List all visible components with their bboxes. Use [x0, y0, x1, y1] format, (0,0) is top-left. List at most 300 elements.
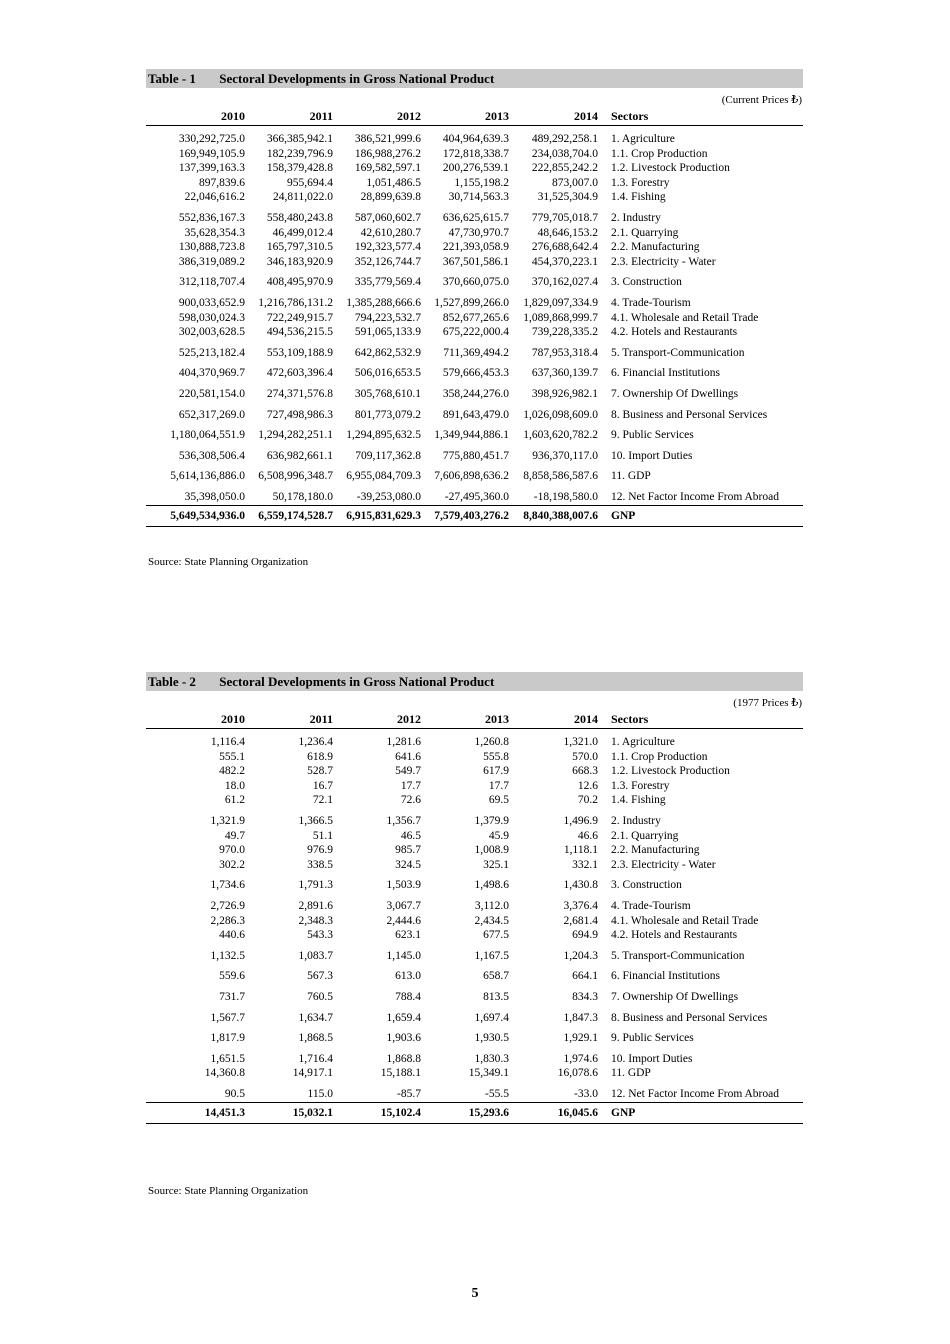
value-cell: 2,681.4: [563, 914, 598, 927]
value-cell: 324.5: [395, 858, 421, 871]
value-cell: 221,393,058.9: [442, 241, 509, 254]
sector-label: 12. Net Factor Income From Abroad: [611, 1087, 779, 1100]
value-cell: 3,067.7: [386, 899, 421, 912]
value-cell: 440.6: [219, 929, 245, 942]
sector-label: 1.1. Crop Production: [611, 750, 708, 763]
table-2-title-bar: [146, 672, 803, 691]
sector-label: 10. Import Duties: [611, 449, 693, 462]
row-group: [146, 808, 803, 872]
table-2-gnp-row: [146, 1102, 803, 1124]
row-group: [146, 290, 803, 340]
table-row: [146, 490, 803, 505]
value-cell: 1,503.9: [386, 879, 421, 892]
value-cell: 332.1: [572, 858, 598, 871]
table-2-title: Sectoral Developments in Gross National Product: [219, 674, 495, 689]
value-cell: 739,228,335.2: [531, 326, 598, 339]
header-year: 2012: [397, 712, 421, 726]
value-cell: 536,308,506.4: [178, 449, 245, 462]
table-row: [146, 899, 803, 914]
value-cell: 51.1: [312, 829, 333, 842]
value-cell: 8,858,586,587.6: [523, 470, 598, 483]
value-cell: 549.7: [395, 765, 421, 778]
value-cell: 69.5: [488, 794, 509, 807]
value-cell: 14,917.1: [292, 1067, 333, 1080]
row-group: [146, 872, 803, 893]
sector-label: 5. Transport-Communication: [611, 949, 745, 962]
value-cell: 24,811,022.0: [273, 191, 333, 204]
sector-label: 4.2. Hotels and Restaurants: [611, 326, 738, 339]
table-row: [146, 764, 803, 779]
sector-label: 2.1. Quarrying: [611, 829, 679, 842]
row-group: [146, 402, 803, 423]
value-cell: 1,167.5: [474, 949, 509, 962]
value-cell: 709,117,362.8: [355, 449, 421, 462]
value-cell: 1,829,097,334.9: [523, 296, 598, 309]
value-cell: 506,016,653.5: [354, 367, 421, 380]
value-cell: 90.5: [224, 1087, 245, 1100]
value-cell: -33.0: [574, 1087, 598, 1100]
value-cell: 641.6: [395, 750, 421, 763]
value-cell: 1,180,064,551.9: [170, 429, 245, 442]
value-cell: 852,677,265.6: [442, 311, 509, 324]
value-cell: 760.5: [307, 990, 333, 1003]
value-cell: 72.6: [400, 794, 421, 807]
value-cell: 370,162,027.4: [531, 276, 598, 289]
value-cell: 2,434.5: [474, 914, 509, 927]
value-cell: 312,118,707.4: [179, 276, 245, 289]
row-group: [146, 126, 803, 205]
row-group: [146, 1025, 803, 1046]
value-cell: 45.9: [488, 829, 509, 842]
value-cell: 794,223,532.7: [354, 311, 421, 324]
sector-label: 1.4. Fishing: [611, 794, 666, 807]
value-cell: 1,817.9: [210, 1032, 245, 1045]
value-cell: 386,521,999.6: [354, 133, 421, 145]
value-cell: 1,145.0: [386, 949, 421, 962]
value-cell: 35,628,354.3: [184, 226, 245, 239]
value-cell: 801,773,079.2: [354, 408, 421, 421]
value-cell: 16.7: [312, 779, 333, 792]
gnp-value: 8,840,388,007.6: [523, 510, 598, 523]
sector-label: 3. Construction: [611, 879, 682, 892]
value-cell: 591,065,133.9: [354, 326, 421, 339]
value-cell: 2,726.9: [210, 899, 245, 912]
value-cell: 613.0: [395, 970, 421, 983]
sector-label: 4.1. Wholesale and Retail Trade: [611, 914, 759, 927]
value-cell: 1,294,895,632.5: [346, 429, 421, 442]
sector-label: 10. Import Duties: [611, 1052, 693, 1065]
value-cell: 330,292,725.0: [178, 133, 245, 145]
gnp-value: 6,915,831,629.3: [346, 510, 421, 523]
row-group: [146, 205, 803, 269]
table-2-header: [146, 711, 803, 729]
table-row: [146, 1087, 803, 1102]
value-cell: 1,385,288,666.6: [346, 296, 421, 309]
value-cell: 46,499,012.4: [272, 226, 333, 239]
value-cell: 559.6: [219, 970, 245, 983]
table-2-body: [146, 729, 803, 1101]
value-cell: 1,026,098,609.0: [523, 408, 598, 421]
value-cell: 2,891.6: [298, 899, 333, 912]
value-cell: 1,116.4: [210, 736, 245, 748]
sector-label: 2.2. Manufacturing: [611, 844, 700, 857]
value-cell: 558,480,243.8: [266, 211, 333, 224]
value-cell: 617.9: [483, 765, 509, 778]
row-group: [146, 269, 803, 290]
table-row: [146, 161, 803, 176]
value-cell: 404,964,639.3: [442, 133, 509, 145]
value-cell: 1,716.4: [298, 1052, 333, 1065]
value-cell: 14,360.8: [204, 1067, 245, 1080]
value-cell: 366,385,942.1: [266, 133, 333, 145]
value-cell: 47,730,970.7: [448, 226, 509, 239]
value-cell: 1,349,944,886.1: [434, 429, 509, 442]
table-row: [146, 735, 803, 750]
sector-label: 2.1. Quarrying: [611, 226, 679, 239]
header-year: 2010: [221, 109, 245, 123]
table-1-gnp-row: [146, 505, 803, 527]
value-cell: 1,089,868,999.7: [523, 311, 598, 324]
value-cell: 186,988,276.2: [354, 147, 421, 160]
table-row: [146, 793, 803, 808]
value-cell: 1,008.9: [474, 844, 509, 857]
table-1-label: Table - 1: [148, 71, 196, 86]
sector-label: 3. Construction: [611, 276, 682, 289]
value-cell: 722,249,915.7: [266, 311, 333, 324]
table-row: [146, 428, 803, 443]
table-row: [146, 1052, 803, 1067]
value-cell: 2,286.3: [210, 914, 245, 927]
row-group: [146, 1005, 803, 1026]
row-group: [146, 360, 803, 381]
sector-label: 2.3. Electricity - Water: [611, 858, 716, 871]
value-cell: 158,379,428.8: [266, 162, 333, 175]
value-cell: 370,660,075.0: [442, 276, 509, 289]
table-row: [146, 296, 803, 311]
header-sectors: Sectors: [611, 109, 649, 123]
value-cell: 1,051,486.5: [366, 176, 421, 189]
table-2: [146, 672, 803, 1124]
value-cell: 1,634.7: [298, 1011, 333, 1024]
value-cell: 48,646,153.2: [537, 226, 598, 239]
value-cell: 636,982,661.1: [266, 449, 333, 462]
table-2-units: (1977 Prices ₺): [733, 697, 802, 709]
value-cell: 46.5: [400, 829, 421, 842]
gnp-value: 15,293.6: [468, 1107, 509, 1120]
row-group: [146, 729, 803, 808]
value-cell: 1,430.8: [563, 879, 598, 892]
value-cell: 1,236.4: [298, 736, 333, 748]
row-group: [146, 984, 803, 1005]
gnp-value: 15,032.1: [292, 1107, 333, 1120]
value-cell: 1,651.5: [210, 1052, 245, 1065]
header-year: 2011: [309, 109, 333, 123]
header-year: 2013: [485, 712, 509, 726]
table-row: [146, 190, 803, 205]
value-cell: 1,379.9: [474, 814, 509, 827]
value-cell: 1,974.6: [563, 1052, 598, 1065]
header-year: 2014: [574, 712, 598, 726]
header-year: 2014: [574, 109, 598, 123]
table-row: [146, 176, 803, 191]
table-row: [146, 211, 803, 226]
table-1-source: Source: State Planning Organization: [148, 556, 309, 568]
sector-label: 1.1. Crop Production: [611, 147, 708, 160]
sector-label: 2.3. Electricity - Water: [611, 255, 716, 268]
sector-label: 1. Agriculture: [611, 736, 675, 748]
sector-label: 1.2. Livestock Production: [611, 162, 730, 175]
sector-label: 9. Public Services: [611, 429, 694, 442]
value-cell: 1,216,786,131.2: [258, 296, 333, 309]
value-cell: -55.5: [485, 1087, 509, 1100]
table-row: [146, 408, 803, 423]
value-cell: 976.9: [307, 844, 333, 857]
value-cell: 652,317,269.0: [178, 408, 245, 421]
value-cell: 12.6: [577, 779, 598, 792]
row-group: [146, 340, 803, 361]
value-cell: 172,818,338.7: [442, 147, 509, 160]
table-1-title: Sectoral Developments in Gross National Product: [219, 71, 495, 86]
value-cell: 1,083.7: [298, 949, 333, 962]
value-cell: 677.5: [483, 929, 509, 942]
value-cell: 668.3: [572, 765, 598, 778]
sector-label: 8. Business and Personal Services: [611, 1011, 768, 1024]
sector-label: 6. Financial Institutions: [611, 970, 720, 983]
value-cell: 42,610,280.7: [360, 226, 421, 239]
value-cell: 276,688,642.4: [531, 241, 598, 254]
value-cell: 6,955,084,709.3: [346, 470, 421, 483]
value-cell: 711,369,494.2: [443, 346, 509, 359]
value-cell: 7,606,898,636.2: [434, 470, 509, 483]
value-cell: 22,046,616.2: [184, 191, 245, 204]
value-cell: 1,930.5: [474, 1032, 509, 1045]
value-cell: 18.0: [224, 779, 245, 792]
value-cell: 386,319,089.2: [178, 255, 245, 268]
table-row: [146, 1066, 803, 1081]
value-cell: -18,198,580.0: [533, 490, 598, 503]
value-cell: 137,399,163.3: [178, 162, 245, 175]
value-cell: 525,213,182.4: [178, 346, 245, 359]
value-cell: 834.3: [572, 990, 598, 1003]
value-cell: 1,847.3: [563, 1011, 598, 1024]
table-row: [146, 843, 803, 858]
value-cell: 494,536,215.5: [266, 326, 333, 339]
gnp-label: GNP: [611, 1107, 636, 1120]
gnp-value: 15,102.4: [380, 1107, 421, 1120]
value-cell: 1,498.6: [474, 879, 509, 892]
value-cell: 598,030,024.3: [178, 311, 245, 324]
table-row: [146, 449, 803, 464]
table-row: [146, 779, 803, 794]
row-group: [146, 381, 803, 402]
table-2-source: Source: State Planning Organization: [148, 1185, 309, 1197]
header-year: 2013: [485, 109, 509, 123]
value-cell: 1,321.0: [563, 736, 598, 748]
value-cell: 1,830.3: [474, 1052, 509, 1065]
value-cell: 15,349.1: [468, 1067, 509, 1080]
value-cell: 325.1: [483, 858, 509, 871]
value-cell: 169,582,597.1: [354, 162, 421, 175]
value-cell: 1,734.6: [210, 879, 245, 892]
table-1-units: (Current Prices ₺): [721, 94, 802, 106]
value-cell: 1,868.8: [386, 1052, 421, 1065]
value-cell: 897,839.6: [199, 176, 245, 189]
table-1: [146, 69, 803, 527]
value-cell: 367,501,586.1: [442, 255, 509, 268]
value-cell: 31,525,304.9: [537, 191, 598, 204]
value-cell: 694.9: [572, 929, 598, 942]
value-cell: 1,567.7: [210, 1011, 245, 1024]
sector-label: 1.3. Forestry: [611, 779, 670, 792]
value-cell: 30,714,563.3: [448, 191, 509, 204]
value-cell: 2,444.6: [386, 914, 421, 927]
gnp-label: GNP: [611, 510, 636, 523]
value-cell: 787,953,318.4: [531, 346, 598, 359]
value-cell: 1,603,620,782.2: [523, 429, 598, 442]
table-row: [146, 387, 803, 402]
table-row: [146, 990, 803, 1005]
table-row: [146, 255, 803, 270]
value-cell: 17.7: [400, 779, 421, 792]
value-cell: 338.5: [307, 858, 333, 871]
value-cell: 1,321.9: [210, 814, 245, 827]
sector-label: 12. Net Factor Income From Abroad: [611, 490, 779, 503]
value-cell: 642,862,532.9: [354, 346, 421, 359]
value-cell: 234,038,704.0: [531, 147, 598, 160]
value-cell: 472,603,396.4: [266, 367, 333, 380]
value-cell: 618.9: [307, 750, 333, 763]
value-cell: 891,643,479.0: [442, 408, 509, 421]
value-cell: 70.2: [577, 794, 598, 807]
value-cell: 587,060,602.7: [354, 211, 421, 224]
value-cell: 130,888,723.8: [178, 241, 245, 254]
value-cell: 985.7: [395, 844, 421, 857]
table-row: [146, 750, 803, 765]
value-cell: 813.5: [483, 990, 509, 1003]
sector-label: 4.2. Hotels and Restaurants: [611, 929, 738, 942]
row-group: [146, 463, 803, 484]
table-row: [146, 275, 803, 290]
value-cell: 1,527,899,266.0: [434, 296, 509, 309]
value-cell: 1,868.5: [298, 1032, 333, 1045]
sector-label: 1.2. Livestock Production: [611, 765, 730, 778]
value-cell: 873,007.0: [552, 176, 598, 189]
gnp-value: 7,579,403,276.2: [434, 510, 509, 523]
table-row: [146, 311, 803, 326]
table-2-label: Table - 2: [148, 674, 196, 689]
sector-label: 11. GDP: [611, 1067, 651, 1080]
value-cell: 220,581,154.0: [178, 387, 245, 400]
row-group: [146, 443, 803, 464]
value-cell: 636,625,615.7: [442, 211, 509, 224]
value-cell: 552,836,167.3: [178, 211, 245, 224]
table-row: [146, 829, 803, 844]
value-cell: 900,033,652.9: [178, 296, 245, 309]
value-cell: 1,903.6: [386, 1032, 421, 1045]
value-cell: 1,356.7: [386, 814, 421, 827]
value-cell: 274,371,576.8: [266, 387, 333, 400]
value-cell: 1,791.3: [298, 879, 333, 892]
sector-label: 2.2. Manufacturing: [611, 241, 700, 254]
value-cell: 1,155,198.2: [454, 176, 509, 189]
table-1-body: [146, 126, 803, 504]
value-cell: 1,697.4: [474, 1011, 509, 1024]
sector-label: 7. Ownership Of Dwellings: [611, 387, 739, 400]
value-cell: 775,880,451.7: [442, 449, 509, 462]
gnp-value: 6,559,174,528.7: [258, 510, 333, 523]
table-row: [146, 928, 803, 943]
value-cell: -85.7: [397, 1087, 421, 1100]
value-cell: 553,109,188.9: [266, 346, 333, 359]
value-cell: 305,768,610.1: [354, 387, 421, 400]
value-cell: 675,222,000.4: [442, 326, 509, 339]
value-cell: 489,292,258.1: [531, 133, 598, 145]
value-cell: 3,376.4: [563, 899, 598, 912]
value-cell: 579,666,453.3: [442, 367, 509, 380]
sector-label: 4.1. Wholesale and Retail Trade: [611, 311, 759, 324]
table-row: [146, 914, 803, 929]
value-cell: 1,366.5: [298, 814, 333, 827]
value-cell: 528.7: [307, 765, 333, 778]
sector-label: 5. Transport-Communication: [611, 346, 745, 359]
value-cell: 1,132.5: [210, 949, 245, 962]
value-cell: 115.0: [307, 1087, 333, 1100]
table-row: [146, 1031, 803, 1046]
value-cell: 1,260.8: [474, 736, 509, 748]
table-row: [146, 132, 803, 147]
value-cell: 16,078.6: [557, 1067, 598, 1080]
value-cell: 346,183,920.9: [266, 255, 333, 268]
gnp-value: 16,045.6: [557, 1107, 598, 1120]
value-cell: 788.4: [395, 990, 421, 1003]
value-cell: 570.0: [572, 750, 598, 763]
value-cell: 936,370,117.0: [532, 449, 598, 462]
sector-label: 9. Public Services: [611, 1032, 694, 1045]
value-cell: 398,926,982.1: [531, 387, 598, 400]
value-cell: -27,495,360.0: [444, 490, 509, 503]
value-cell: 1,659.4: [386, 1011, 421, 1024]
value-cell: 2,348.3: [298, 914, 333, 927]
value-cell: 61.2: [224, 794, 245, 807]
table-row: [146, 147, 803, 162]
value-cell: -39,253,080.0: [356, 490, 421, 503]
header-year: 2011: [309, 712, 333, 726]
sector-label: 2. Industry: [611, 211, 661, 224]
value-cell: 6,508,996,348.7: [258, 470, 333, 483]
value-cell: 637,360,139.7: [531, 367, 598, 380]
table-row: [146, 858, 803, 873]
sector-label: 1.4. Fishing: [611, 191, 666, 204]
sector-label: 1.3. Forestry: [611, 176, 670, 189]
table-row: [146, 969, 803, 984]
value-cell: 358,244,276.0: [442, 387, 509, 400]
sector-label: 2. Industry: [611, 814, 661, 827]
value-cell: 731.7: [219, 990, 245, 1003]
sector-label: 11. GDP: [611, 470, 651, 483]
value-cell: 222,855,242.2: [531, 162, 598, 175]
value-cell: 28,899,639.8: [360, 191, 421, 204]
value-cell: 182,239,796.9: [266, 147, 333, 160]
row-group: [146, 1046, 803, 1081]
value-cell: 302.2: [219, 858, 245, 871]
value-cell: 72.1: [312, 794, 333, 807]
table-1-title-bar: [146, 69, 803, 88]
value-cell: 543.3: [307, 929, 333, 942]
value-cell: 1,281.6: [386, 736, 421, 748]
row-group: [146, 963, 803, 984]
value-cell: 970.0: [219, 844, 245, 857]
page-number: 5: [471, 1286, 479, 1301]
